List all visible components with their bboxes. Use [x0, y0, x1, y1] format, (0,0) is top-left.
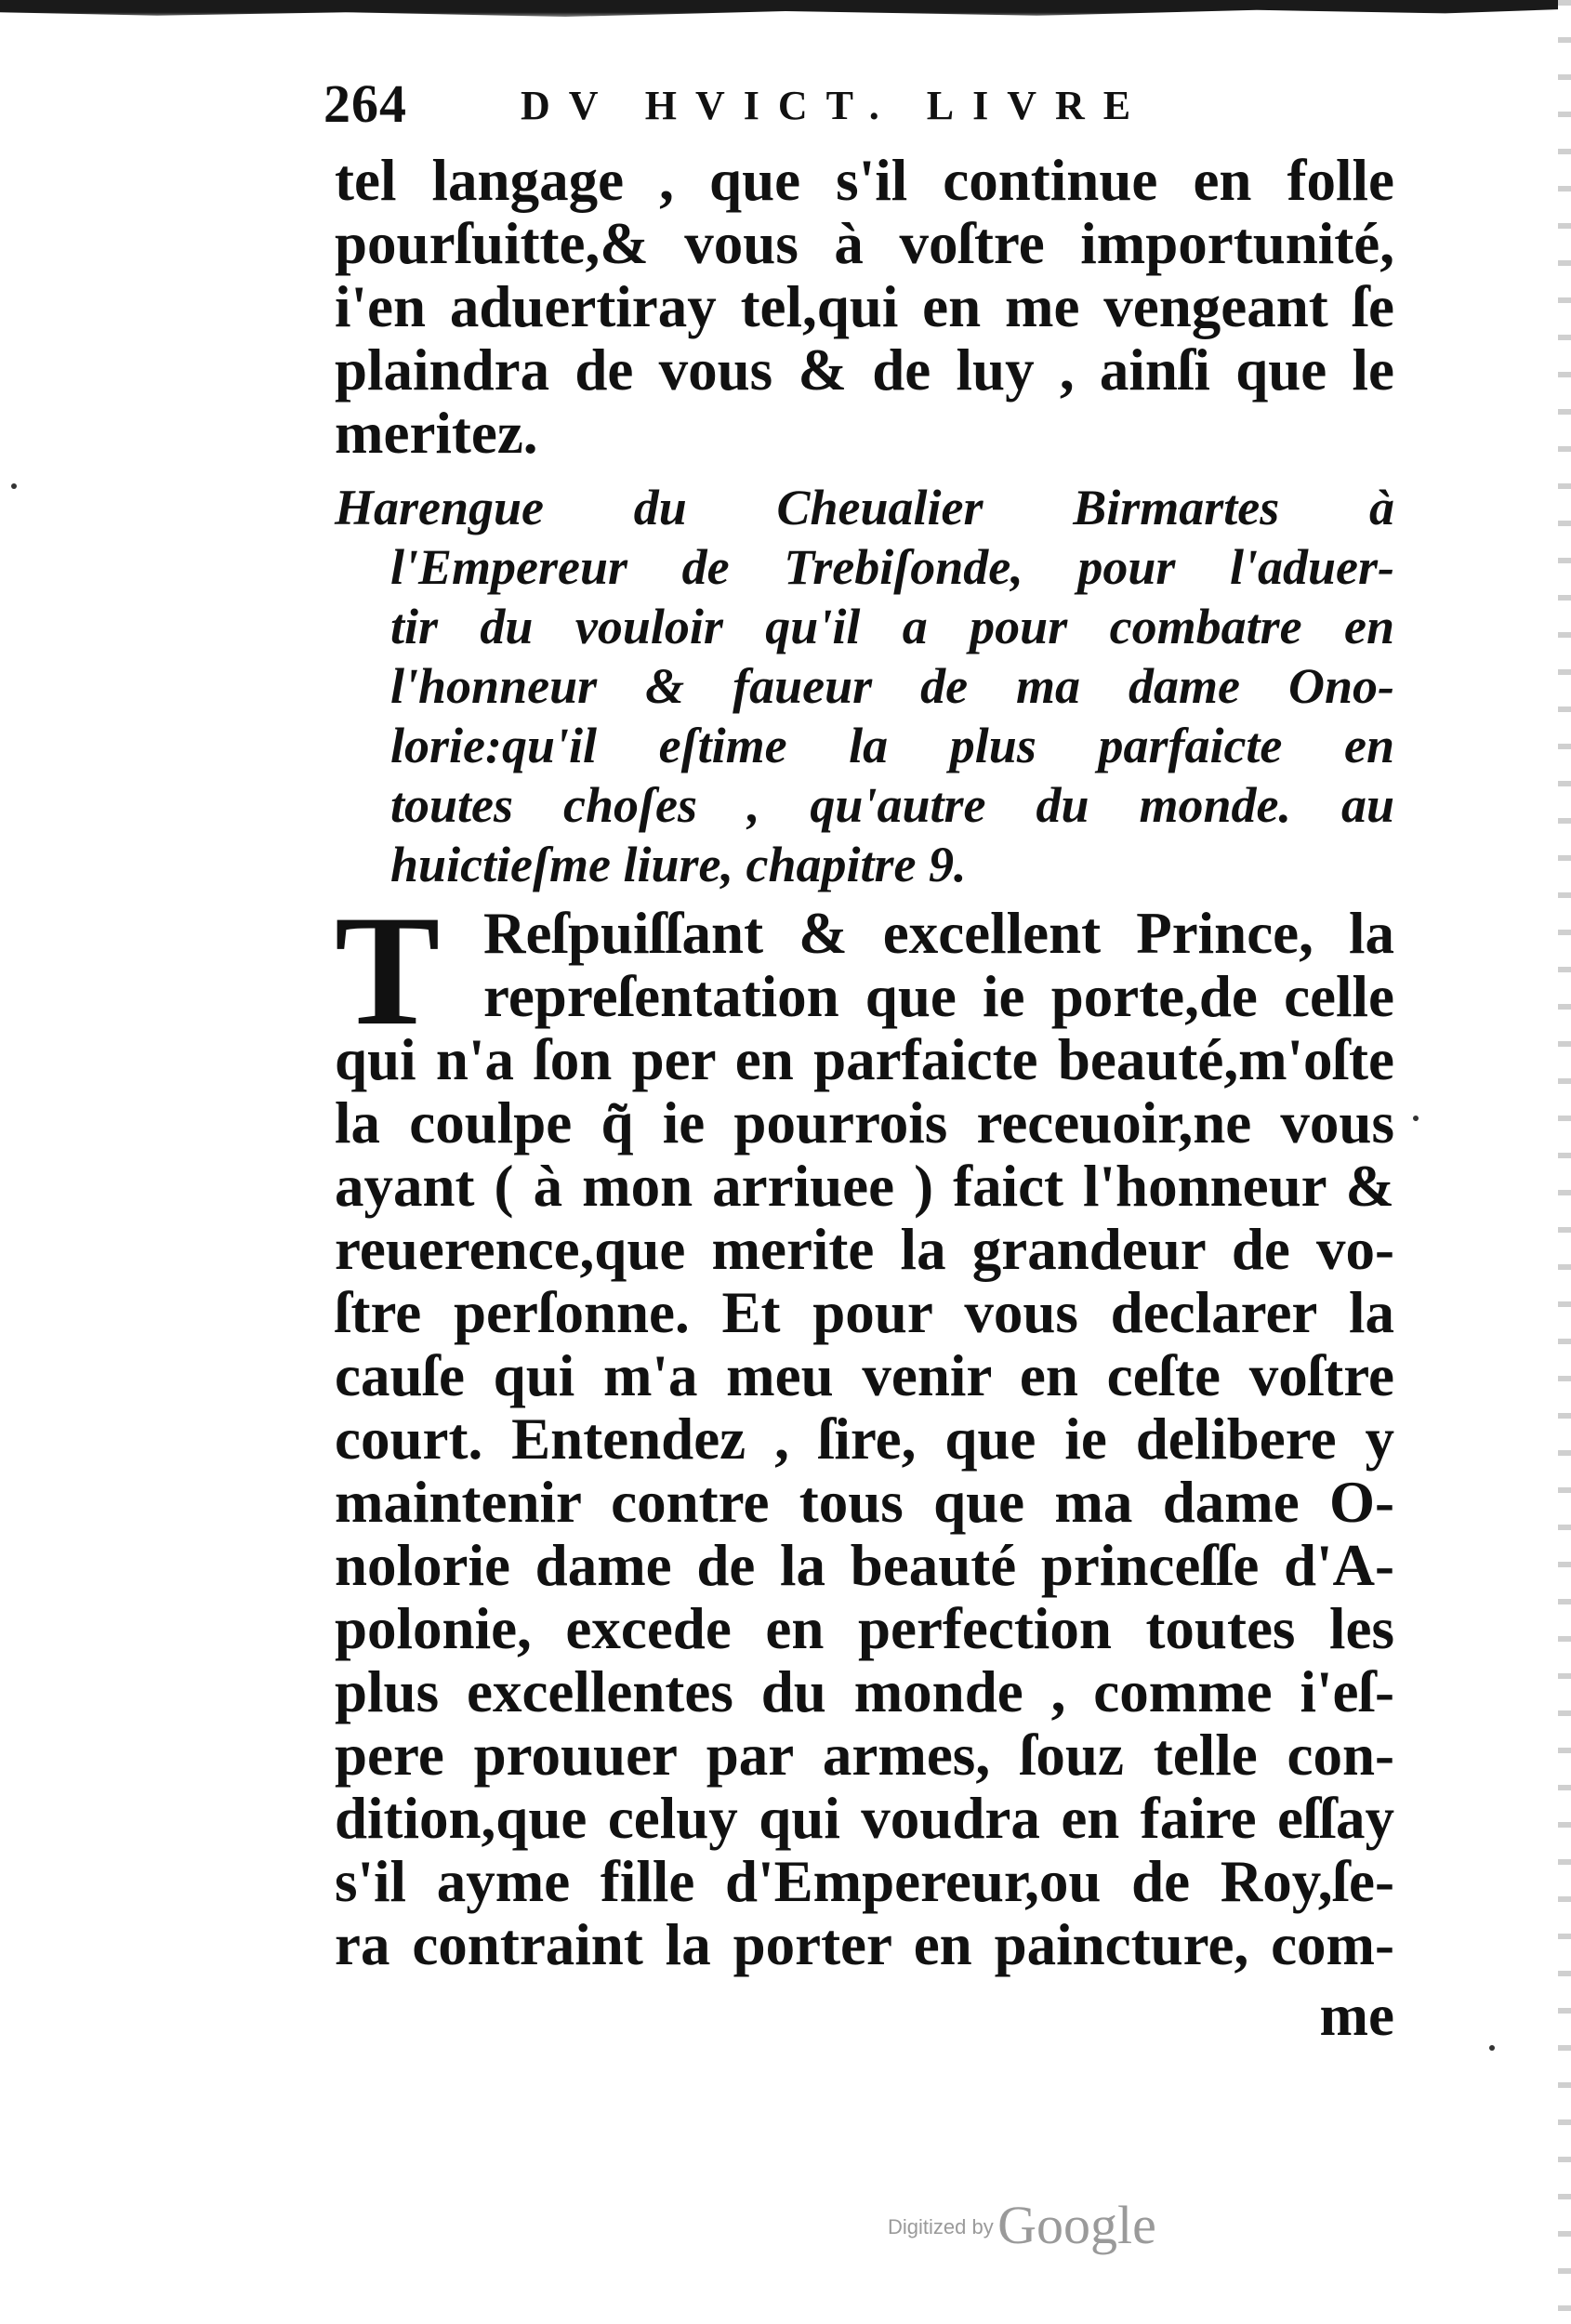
text-line: pourſuitte,& vous à voſtre importunité,: [335, 211, 1394, 276]
scan-right-edge: [1558, 0, 1571, 2324]
heading-line: Harengue du Cheualier Birmartes à: [335, 480, 1394, 535]
scan-speck: [1413, 1116, 1419, 1121]
page-header: [323, 65, 1394, 149]
text-line: qui n'a ſon per en parfaicte beauté,m'oſte: [335, 1027, 1394, 1092]
text-line: cauſe qui m'a meu venir en ceſte voſtre: [335, 1343, 1394, 1408]
chapter-heading: [335, 478, 1394, 894]
heading-line: l'Empereur de Trebiſonde, pour l'aduer-: [390, 539, 1394, 595]
page-number: 264: [323, 73, 407, 134]
text-line: polonie, excede en perfection toutes les: [335, 1596, 1394, 1661]
running-head: DV HVICT. LIVRE: [521, 83, 1150, 128]
scan-speck: [1489, 2045, 1495, 2051]
heading-line: tir du vouloir qu'il a pour combatre en: [390, 599, 1394, 654]
watermark-brand: Google: [997, 2195, 1156, 2255]
text-line: tel langage , que s'il continue en folle: [335, 148, 1394, 213]
text-line: maintenir contre tous que ma dame O-: [335, 1470, 1394, 1535]
heading-line: l'honneur & faueur de ma dame Ono-: [390, 658, 1394, 714]
text-line: nolorie dame de la beauté princeſſe d'A-: [335, 1533, 1394, 1598]
text-line: ra contraint la porter en paincture, com-: [335, 1912, 1394, 1977]
text-line: la coulpe q̃ ie pourrois receuoir,ne vous: [335, 1090, 1394, 1155]
text-line: plaindra de vous & de luy , ainſi que le: [335, 337, 1394, 403]
google-watermark: [888, 2194, 1156, 2256]
watermark-prefix: Digitized by: [888, 2215, 994, 2238]
scan-top-edge: [0, 0, 1571, 22]
heading-line: toutes choſes , qu'autre du monde. au: [390, 777, 1394, 833]
drop-cap: T: [335, 883, 441, 1058]
paragraph-2: [335, 883, 1394, 1977]
text-line: meritez.: [335, 401, 538, 466]
heading-line: huictieſme liure, chapitre 9.: [390, 837, 967, 892]
heading-line: lorie:qu'il eſtime la plus parfaicte en: [390, 718, 1394, 773]
text-line: ſtre perſonne. Et pour vous declarer la: [335, 1280, 1394, 1345]
text-line: Reſpuiſſant & excellent Prince, la: [483, 901, 1394, 966]
text-line: i'en aduertiray tel,qui en me vengeant ſe: [335, 274, 1394, 339]
text-line: repreſentation que ie porte,de celle: [483, 964, 1394, 1029]
text-line: pere prouuer par armes, ſouz telle con-: [335, 1723, 1394, 1788]
text-line: reuerence,que merite la grandeur de vo-: [335, 1217, 1394, 1282]
text-line: court. Entendez , ſire, que ie delibere y: [335, 1406, 1394, 1472]
paragraph-1: [335, 149, 1394, 465]
text-line: ayant ( à mon arriuee ) faict l'honneur &: [335, 1154, 1394, 1219]
scan-speck: [11, 483, 17, 489]
text-line: plus excellentes du monde , comme i'eſ-: [335, 1659, 1394, 1724]
text-line: dition,que celuy qui voudra en faire eſſay: [335, 1786, 1394, 1851]
text-line: s'il ayme fille d'Empereur,ou de Roy,ſe-: [335, 1849, 1394, 1914]
catchword: me: [1319, 1983, 1394, 2048]
book-page: [323, 65, 1394, 2050]
